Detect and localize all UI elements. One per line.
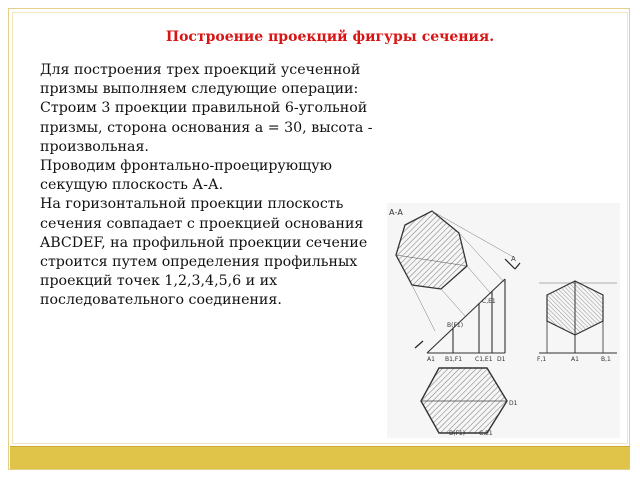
plane-label: А	[511, 255, 516, 263]
top-label-ce: C,E1	[479, 430, 493, 437]
footer-bar	[10, 446, 630, 469]
paragraph-intro: Для построения трех проекций усеченной призмы выполняем следующие операции:	[40, 62, 361, 98]
paragraph-step-3: На горизонтальной проекции плоскость сечения совпадает с проекцией основания ABCDEF, на профильной проекции сечение строится путем определения профильных проекций точек 1,2,3,4,5,6 и их последовательного соединения.	[40, 196, 368, 309]
slide-body	[40, 61, 385, 311]
paragraph-step-2: Проводим фронтально-проецирующую секущую плоскость А-А.	[40, 158, 333, 194]
profile-label-f: F,1	[537, 356, 547, 363]
top-view	[421, 368, 507, 433]
section-true-shape	[396, 211, 467, 289]
front-view	[427, 279, 505, 353]
profile-label-a: A1	[571, 356, 579, 363]
section-label: А-А	[389, 208, 403, 217]
projection-svg	[387, 203, 620, 438]
front-label-bf: B1,F1	[445, 356, 463, 363]
top-label-bf: B(F1)	[449, 430, 466, 437]
profile-label-b: B,1	[601, 356, 611, 363]
projection-drawing	[387, 203, 620, 438]
slide-title: Построение проекций фигуры сечения.	[165, 29, 495, 45]
profile-view	[539, 281, 617, 353]
front-label-6: B(F1)	[447, 322, 464, 329]
top-label-d: D1	[509, 400, 518, 407]
paragraph-step-1: Строим 3 проекции правильной 6-угольной призмы, сторона основания а = 30, высота - произвольная.	[40, 100, 373, 155]
front-label-ce: C1,E1	[475, 356, 493, 363]
front-label-d: D1	[497, 356, 506, 363]
front-label-5: C,E1	[482, 298, 496, 305]
front-label-a: A1	[427, 356, 435, 363]
